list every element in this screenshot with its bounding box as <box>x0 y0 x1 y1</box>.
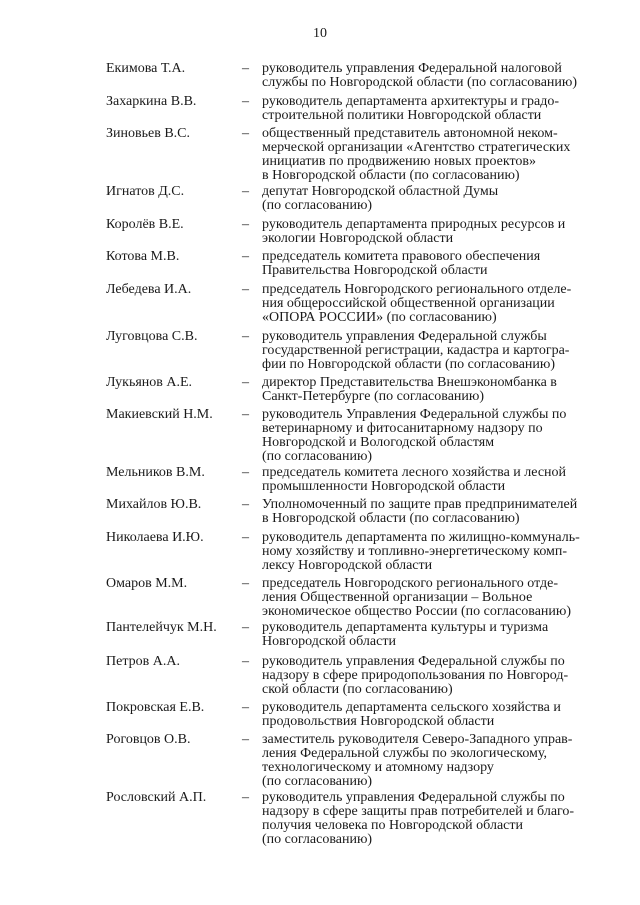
position-line: Уполномоченный по защите прав предпринимателей <box>262 497 578 512</box>
position-line: государственной регистрации, кадастра и картогра- <box>262 343 570 358</box>
member-name: Екимова Т.А. <box>106 61 186 76</box>
member-name: Рословский А.П. <box>106 790 207 805</box>
position-line: руководитель Управления Федеральной службы по <box>262 407 567 422</box>
position-line: в Новгородской области (по согласованию) <box>262 168 520 183</box>
position-line: Новгородской и Вологодской областям <box>262 435 495 450</box>
position-line: руководитель управления Федеральной службы <box>262 329 547 344</box>
position-line: ния общероссийской общественной организации <box>262 296 555 311</box>
member-name: Лукьянов А.Е. <box>106 375 193 390</box>
position-line: промышленности Новгородской области <box>262 479 506 494</box>
position-line: мерческой организации «Агентство стратегических <box>262 140 571 155</box>
position-line: председатель комитета лесного хозяйства и лесной <box>262 465 567 480</box>
dash-separator: – <box>242 620 249 635</box>
position-line: ления Федеральной службы по экологическому, <box>262 746 548 761</box>
position-line: председатель Новгородского регионального отде- <box>262 576 559 591</box>
member-position <box>262 498 607 526</box>
position-line: лексу Новгородской области <box>262 558 433 573</box>
dash-separator: – <box>242 407 249 422</box>
dash-separator: – <box>242 249 249 264</box>
position-line: общественный представитель автономной неком- <box>262 126 558 141</box>
position-line: фии по Новгородской области (по согласованию) <box>262 357 556 372</box>
position-line: продовольствия Новгородской области <box>262 714 495 729</box>
position-line: службы по Новгородской области (по согласованию) <box>262 75 578 90</box>
member-name: Мельников В.М. <box>106 465 205 480</box>
position-line: экономическое общество России (по согласованию) <box>262 604 572 619</box>
dash-separator: – <box>242 465 249 480</box>
position-line: (по согласованию) <box>262 198 373 213</box>
position-line: (по согласованию) <box>262 832 373 847</box>
position-line: ному хозяйству и топливно-энергетическому комп- <box>262 544 568 559</box>
position-line: ветеринарному и фитосанитарному надзору по <box>262 421 543 436</box>
member-name: Омаров М.М. <box>106 576 188 591</box>
position-line: Санкт-Петербурге (по согласованию) <box>262 389 485 404</box>
dash-separator: – <box>242 217 249 232</box>
position-line: получия человека по Новгородской области <box>262 818 523 833</box>
dash-separator: – <box>242 375 249 390</box>
position-line: Правительства Новгородской области <box>262 263 488 278</box>
position-line: заместитель руководителя Северо-Западного управ- <box>262 732 573 747</box>
position-line: экологии Новгородской области <box>262 231 454 246</box>
member-position <box>262 95 607 123</box>
member-name: Николаева И.Ю. <box>106 530 204 545</box>
position-line: руководитель департамента сельского хозяйства и <box>262 700 561 715</box>
page-number: 10 <box>313 26 327 41</box>
member-position <box>262 250 607 278</box>
member-name: Михайлов Ю.В. <box>106 497 202 512</box>
dash-separator: – <box>242 94 249 109</box>
position-line: руководитель департамента по жилищно-коммуналь- <box>262 530 580 545</box>
position-line: ления Общественной организации – Вольное <box>262 590 533 605</box>
position-line: директор Представительства Внешэкономбанка в <box>262 375 557 390</box>
dash-separator: – <box>242 732 249 747</box>
position-line: руководитель управления Федеральной службы по <box>262 790 565 805</box>
dash-separator: – <box>242 497 249 512</box>
dash-separator: – <box>242 576 249 591</box>
position-line: «ОПОРА РОССИИ» (по согласованию) <box>262 310 497 325</box>
member-name: Зиновьев В.С. <box>106 126 190 141</box>
member-position <box>262 701 607 729</box>
dash-separator: – <box>242 790 249 805</box>
member-position <box>262 376 607 404</box>
position-line: Новгородской области <box>262 634 396 649</box>
position-line: руководитель управления Федеральной службы по <box>262 654 565 669</box>
member-position <box>262 218 607 246</box>
position-line: (по согласованию) <box>262 449 373 464</box>
position-line: председатель комитета правового обеспечения <box>262 249 541 264</box>
dash-separator: – <box>242 184 249 199</box>
dash-separator: – <box>242 654 249 669</box>
member-name: Покровская Е.В. <box>106 700 205 715</box>
position-line: руководитель департамента природных ресурсов и <box>262 217 566 232</box>
position-line: в Новгородской области (по согласованию) <box>262 511 520 526</box>
member-position <box>262 185 607 213</box>
member-position <box>262 791 607 847</box>
member-name: Захаркина В.В. <box>106 94 197 109</box>
position-line: инициатив по продвижению новых проектов» <box>262 154 537 169</box>
position-line: надзору в сфере природопользования по Новгород- <box>262 668 569 683</box>
member-position <box>262 283 607 325</box>
position-line: строительной политики Новгородской области <box>262 108 542 123</box>
member-name: Лебедева И.А. <box>106 282 192 297</box>
member-position <box>262 330 607 372</box>
member-position <box>262 531 607 573</box>
position-line: депутат Новгородской областной Думы <box>262 184 499 199</box>
member-position <box>262 62 607 90</box>
dash-separator: – <box>242 61 249 76</box>
member-position <box>262 655 607 697</box>
member-name: Роговцов О.В. <box>106 732 191 747</box>
member-name: Луговцова С.В. <box>106 329 198 344</box>
dash-separator: – <box>242 700 249 715</box>
member-name: Котова М.В. <box>106 249 180 264</box>
member-name: Игнатов Д.С. <box>106 184 185 199</box>
member-position <box>262 466 607 494</box>
position-line: руководитель управления Федеральной налоговой <box>262 61 562 76</box>
position-line: ской области (по согласованию) <box>262 682 453 697</box>
member-position <box>262 127 607 183</box>
member-position <box>262 621 607 649</box>
dash-separator: – <box>242 282 249 297</box>
member-name: Макиевский Н.М. <box>106 407 213 422</box>
position-line: (по согласованию) <box>262 774 373 789</box>
member-position <box>262 408 607 464</box>
position-line: надзору в сфере защиты прав потребителей и благо- <box>262 804 575 819</box>
position-line: председатель Новгородского регионального отделе- <box>262 282 572 297</box>
position-line: технологическому и атомному надзору <box>262 760 494 775</box>
dash-separator: – <box>242 329 249 344</box>
position-line: руководитель департамента архитектуры и градо- <box>262 94 559 109</box>
member-name: Пантелейчук М.Н. <box>106 620 217 635</box>
member-name: Королёв В.Е. <box>106 217 184 232</box>
member-position <box>262 577 607 619</box>
member-name: Петров А.А. <box>106 654 180 669</box>
position-line: руководитель департамента культуры и туризма <box>262 620 549 635</box>
member-position <box>262 733 607 789</box>
dash-separator: – <box>242 126 249 141</box>
dash-separator: – <box>242 530 249 545</box>
